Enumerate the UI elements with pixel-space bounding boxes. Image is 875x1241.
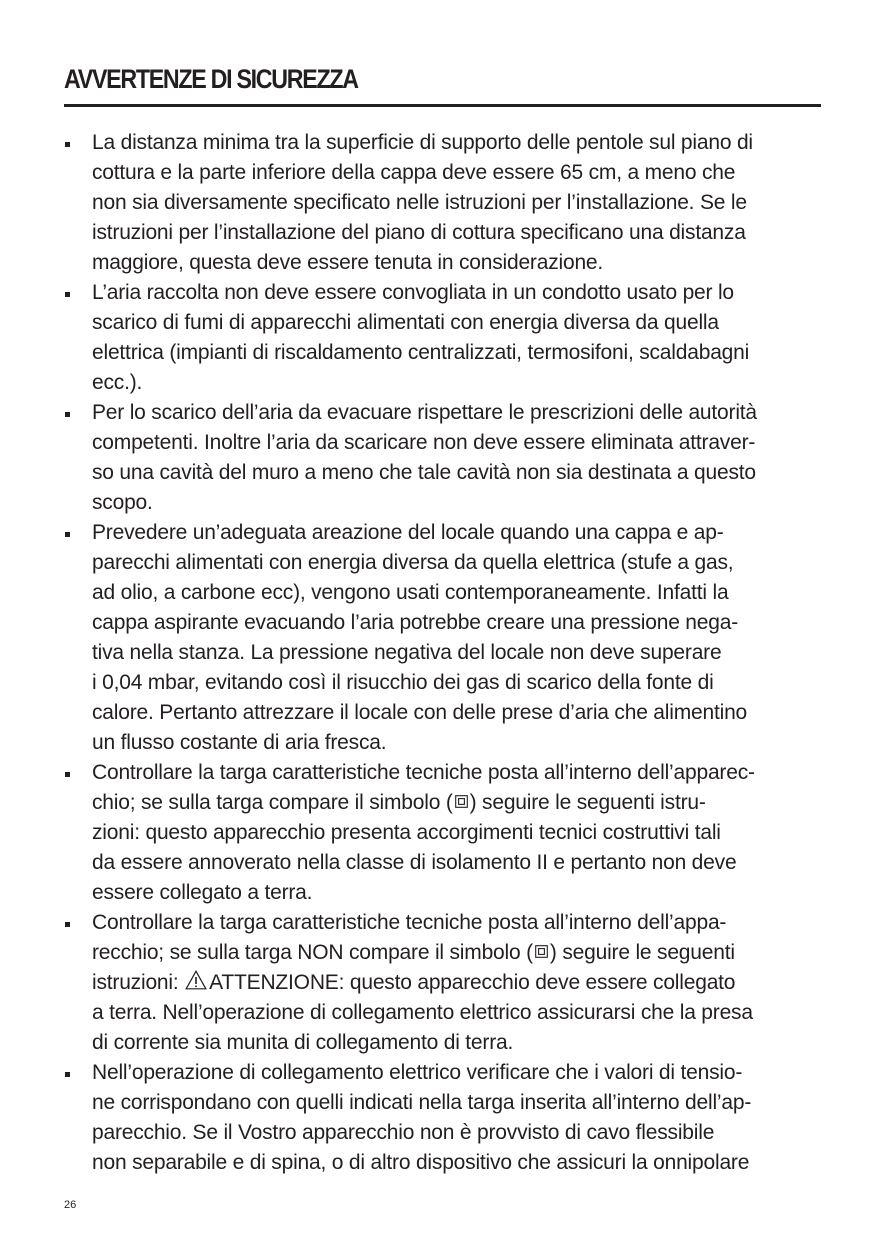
text-line: so una cavità del muro a meno che tale cavità non sia destinata a questo <box>92 461 756 484</box>
text-line <box>92 788 821 818</box>
list-item <box>64 518 821 758</box>
bullet-square-icon <box>65 772 70 777</box>
warning-triangle-icon <box>185 970 207 990</box>
text-line: Controllare la targa caratteristiche tecniche posta all’interno dell’apparec- <box>92 761 755 784</box>
list-item <box>64 128 821 278</box>
class-ii-double-square-icon <box>535 945 548 958</box>
class-ii-double-square-icon <box>455 795 468 808</box>
text-line: tiva nella stanza. La pressione negativa del locale non deve superare <box>92 641 722 664</box>
text-line: ne corrispondano con quelli indicati nella targa inserita all’interno dell’ap- <box>92 1091 752 1114</box>
bullet-square-icon <box>65 922 70 927</box>
text-line: di corrente sia munita di collegamento di terra. <box>92 1031 514 1054</box>
text-line: zioni: questo apparecchio presenta accorgimenti tecnici costruttivi tali <box>92 821 721 844</box>
title-divider <box>64 104 821 107</box>
bullet-square-icon <box>65 1072 70 1077</box>
text-line: un flusso costante di aria fresca. <box>92 731 387 754</box>
text-line: ad olio, a carbone ecc), vengono usati contemporaneamente. Infatti la <box>92 581 729 604</box>
text-fragment: ATTENZIONE: questo apparecchio deve essere collegato <box>209 971 736 994</box>
text-fragment: ) seguire le seguenti <box>549 941 735 964</box>
text-line: Controllare la targa caratteristiche tecniche posta all’interno dell’appa- <box>92 911 727 934</box>
text-line: elettrica (impianti di riscaldamento centralizzati, termosifoni, scaldabagni <box>92 341 750 364</box>
text-line <box>92 968 821 998</box>
text-line: scarico di fumi di apparecchi alimentati con energia diversa da quella <box>92 311 719 334</box>
text-line: i 0,04 mbar, evitando così il risucchio dei gas di scarico della fonte di <box>92 671 714 694</box>
text-line: maggiore, questa deve essere tenuta in considerazione. <box>92 251 604 274</box>
text-line: La distanza minima tra la superficie di supporto delle pentole sul piano di <box>92 131 753 154</box>
text-line: cappa aspirante evacuando l’aria potrebbe creare una pressione nega- <box>92 611 739 634</box>
text-line: istruzioni per l’installazione del piano di cottura specificano una distanza <box>92 221 746 244</box>
list-item <box>64 278 821 398</box>
bullet-square-icon <box>65 532 70 537</box>
list-item <box>64 758 821 908</box>
text-line: Prevedere un’adeguata areazione del locale quando una cappa e ap- <box>92 521 724 544</box>
text-line: cottura e la parte inferiore della cappa deve essere 65 cm, a meno che <box>92 161 736 184</box>
text-line: parecchi alimentati con energia diversa da quella elettrica (stufe a gas, <box>92 551 734 574</box>
text-fragment: istruzioni: <box>92 971 185 994</box>
text-line: competenti. Inoltre l’aria da scaricare non deve essere eliminata attraver- <box>92 431 756 454</box>
text-fragment: chio; se sulla targa compare il simbolo ( <box>92 791 453 814</box>
text-line: L’aria raccolta non deve essere convogliata in un condotto usato per lo <box>92 281 734 304</box>
text-line: scopo. <box>92 491 153 514</box>
text-fragment: ) seguire le seguenti istru- <box>469 791 706 814</box>
text-line: non separabile e di spina, o di altro dispositivo che assicuri la onnipolare <box>92 1151 750 1174</box>
page-title: AVVERTENZE DI SICUREZZA <box>64 64 358 94</box>
text-fragment: recchio; se sulla targa NON compare il simbolo ( <box>92 941 533 964</box>
bullet-square-icon <box>65 142 70 147</box>
text-line: ecc.). <box>92 371 143 394</box>
list-item <box>64 1058 821 1178</box>
text-line: Per lo scarico dell’aria da evacuare rispettare le prescrizioni delle autorità <box>92 401 757 424</box>
bullet-square-icon <box>65 412 70 417</box>
text-line: da essere annoverato nella classe di isolamento II e pertanto non deve <box>92 851 737 874</box>
text-line: a terra. Nell’operazione di collegamento elettrico assicurarsi che la presa <box>92 1001 753 1024</box>
list-item <box>64 908 821 1058</box>
page-number: 26 <box>64 1199 77 1211</box>
text-line: non sia diversamente specificato nelle istruzioni per l’installazione. Se le <box>92 191 747 214</box>
text-line <box>92 938 821 968</box>
text-line: Nell’operazione di collegamento elettrico verificare che i valori di tensio- <box>92 1061 743 1084</box>
text-line: parecchio. Se il Vostro apparecchio non è provvisto di cavo flessibile <box>92 1121 715 1144</box>
safety-warnings-list <box>64 128 821 1178</box>
bullet-square-icon <box>65 292 70 297</box>
text-line: calore. Pertanto attrezzare il locale con delle prese d’aria che alimentino <box>92 701 748 724</box>
text-line: essere collegato a terra. <box>92 881 313 904</box>
list-item <box>64 398 821 518</box>
